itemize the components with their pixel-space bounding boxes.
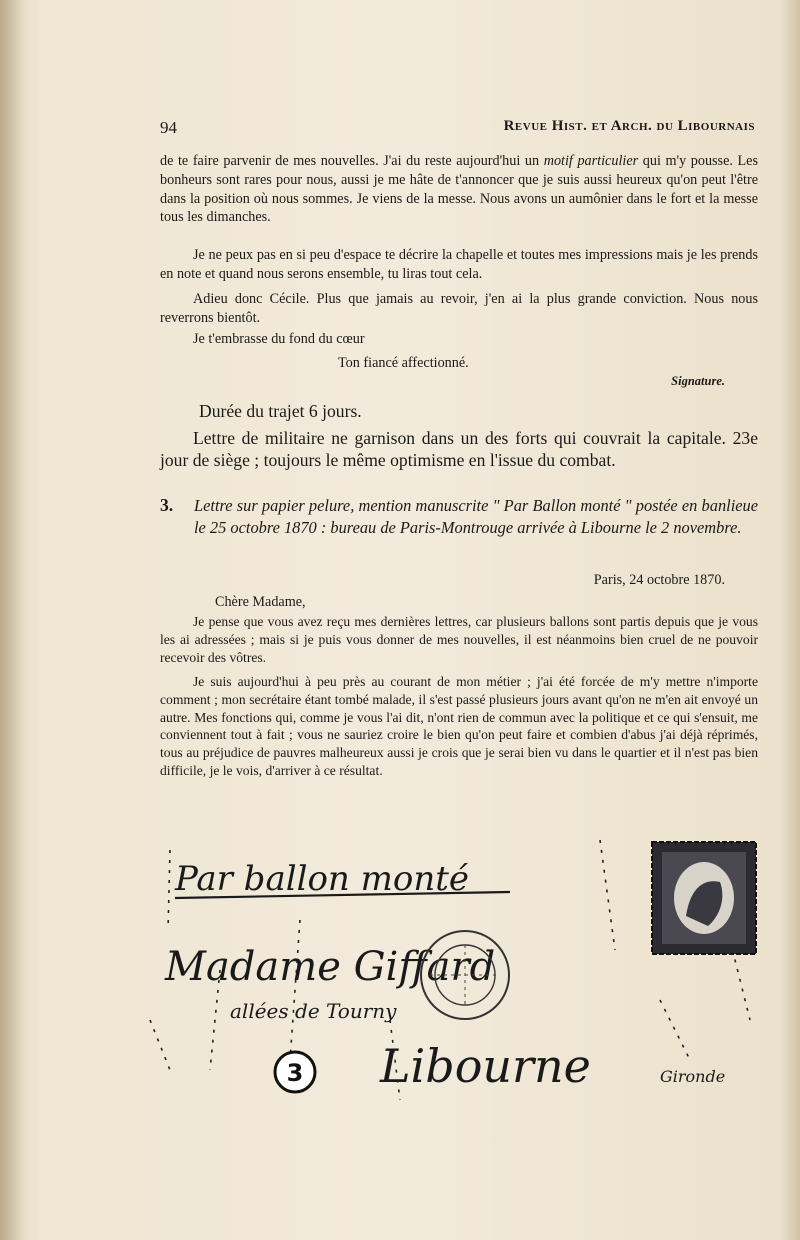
item3-description: Lettre sur papier pelure, mention manuscrite " Par Ballon monté " postée en banlieue le 25 octobre 1870 : bureau de Paris-Montrouge arrivée à Libourne le 2 novembre. [194,496,758,537]
running-head: Revue Hist. et Arch. du Libournais [503,118,755,134]
signature: Signature. [671,374,725,388]
trip-duration: Durée du trajet 6 jours. [199,401,362,421]
letter1-paragraph-3: Adieu donc Cécile. Plus que jamais au revoir, j'en ai la plus grande conviction. Nous nous reverrons bientôt. [160,291,758,326]
handwritten-department: Gironde [660,1067,726,1086]
figure-number-badge [275,1052,315,1092]
letter1-closing: Je t'embrasse du fond du cœur [193,331,365,347]
running-header [160,118,755,142]
letter2-salutation: Chère Madame, [215,594,306,610]
letter1-para1-end: qui m'y pousse. Les bonheurs sont rares pour nous, aussi je me hâte de t'annoncer que je suis aussi heureux qu'on peut l'être dans la position où nous sommes. Je viens de la messe. Nous avons un aumônier dans le fort et la messe tous les dimanches. [160,153,759,226]
envelope-drawing [130,820,780,1120]
letter2-place-date: Paris, 24 octobre 1870. [593,572,725,588]
figure-number: 3 [286,1059,304,1087]
handwritten-par-ballon-monte: Par ballon monté [175,859,470,899]
handwritten-addressee: Madame Giffard [165,944,496,990]
book-spine [0,0,34,1240]
letter1-para1-start: de te faire parvenir de mes nouvelles. J'ai du reste aujourd'hui un [160,153,544,169]
envelope-facsimile [130,820,780,1120]
postage-stamp-icon [652,842,756,954]
letter1-closing-2: Ton fiancé affectionné. [338,355,469,371]
item-number: 3. [160,495,174,515]
letter2-paragraph-1: Je pense que vous avez reçu mes dernières lettres, car plusieurs ballons sont partis depuis que je vous les ai adressées ; mais si je puis vous donner de mes nouvelles, il est néanmoins bien cruel de ne pouvoir recevoir des vôtres. [160,614,758,665]
letter2-paragraph-2: Je suis aujourd'hui à peu près au courant de mon métier ; j'ai été forcée de m'y mettre n'importe comment ; mon secrétaire étant tombé malade, il s'est passé plusieurs jours avant qu'on ne m'en ait envoyé un autre. Mes fonctions qui, comme je vous l'ai dit, n'ont rien de commun avec la politique et ce qui s'ensuit, me conviennent tout à fait ; vous ne sauriez croire le bien qu'on peut faire et combien d'abus j'ai déjà réprimés, tous au préjudice de pauvres malheureux aussi je crois que je serai bien vu dans le quartier et il n'est pas bien difficile, je le vois, d'arriver à ce résultat. [160,674,758,778]
letter1-para1-emphasis: motif particulier [543,153,639,169]
letter1-paragraph-1 [160,152,758,227]
letter1-paragraph-2: Je ne peux pas en si peu d'espace te décrire la chapelle et toutes mes impressions mais je les prends en note et quand nous serons ensemble, tu liras tout cela. [160,247,758,282]
handwritten-street: allées de Tourny [230,999,397,1023]
handwritten-town: Libourne [380,1039,591,1093]
page-number: 94 [160,118,177,137]
commentary-note: Lettre de militaire ne garnison dans un des forts qui couvrait la capitale. 23e jour de siège ; toujours le même optimisme en l'issue du combat. [160,428,758,470]
